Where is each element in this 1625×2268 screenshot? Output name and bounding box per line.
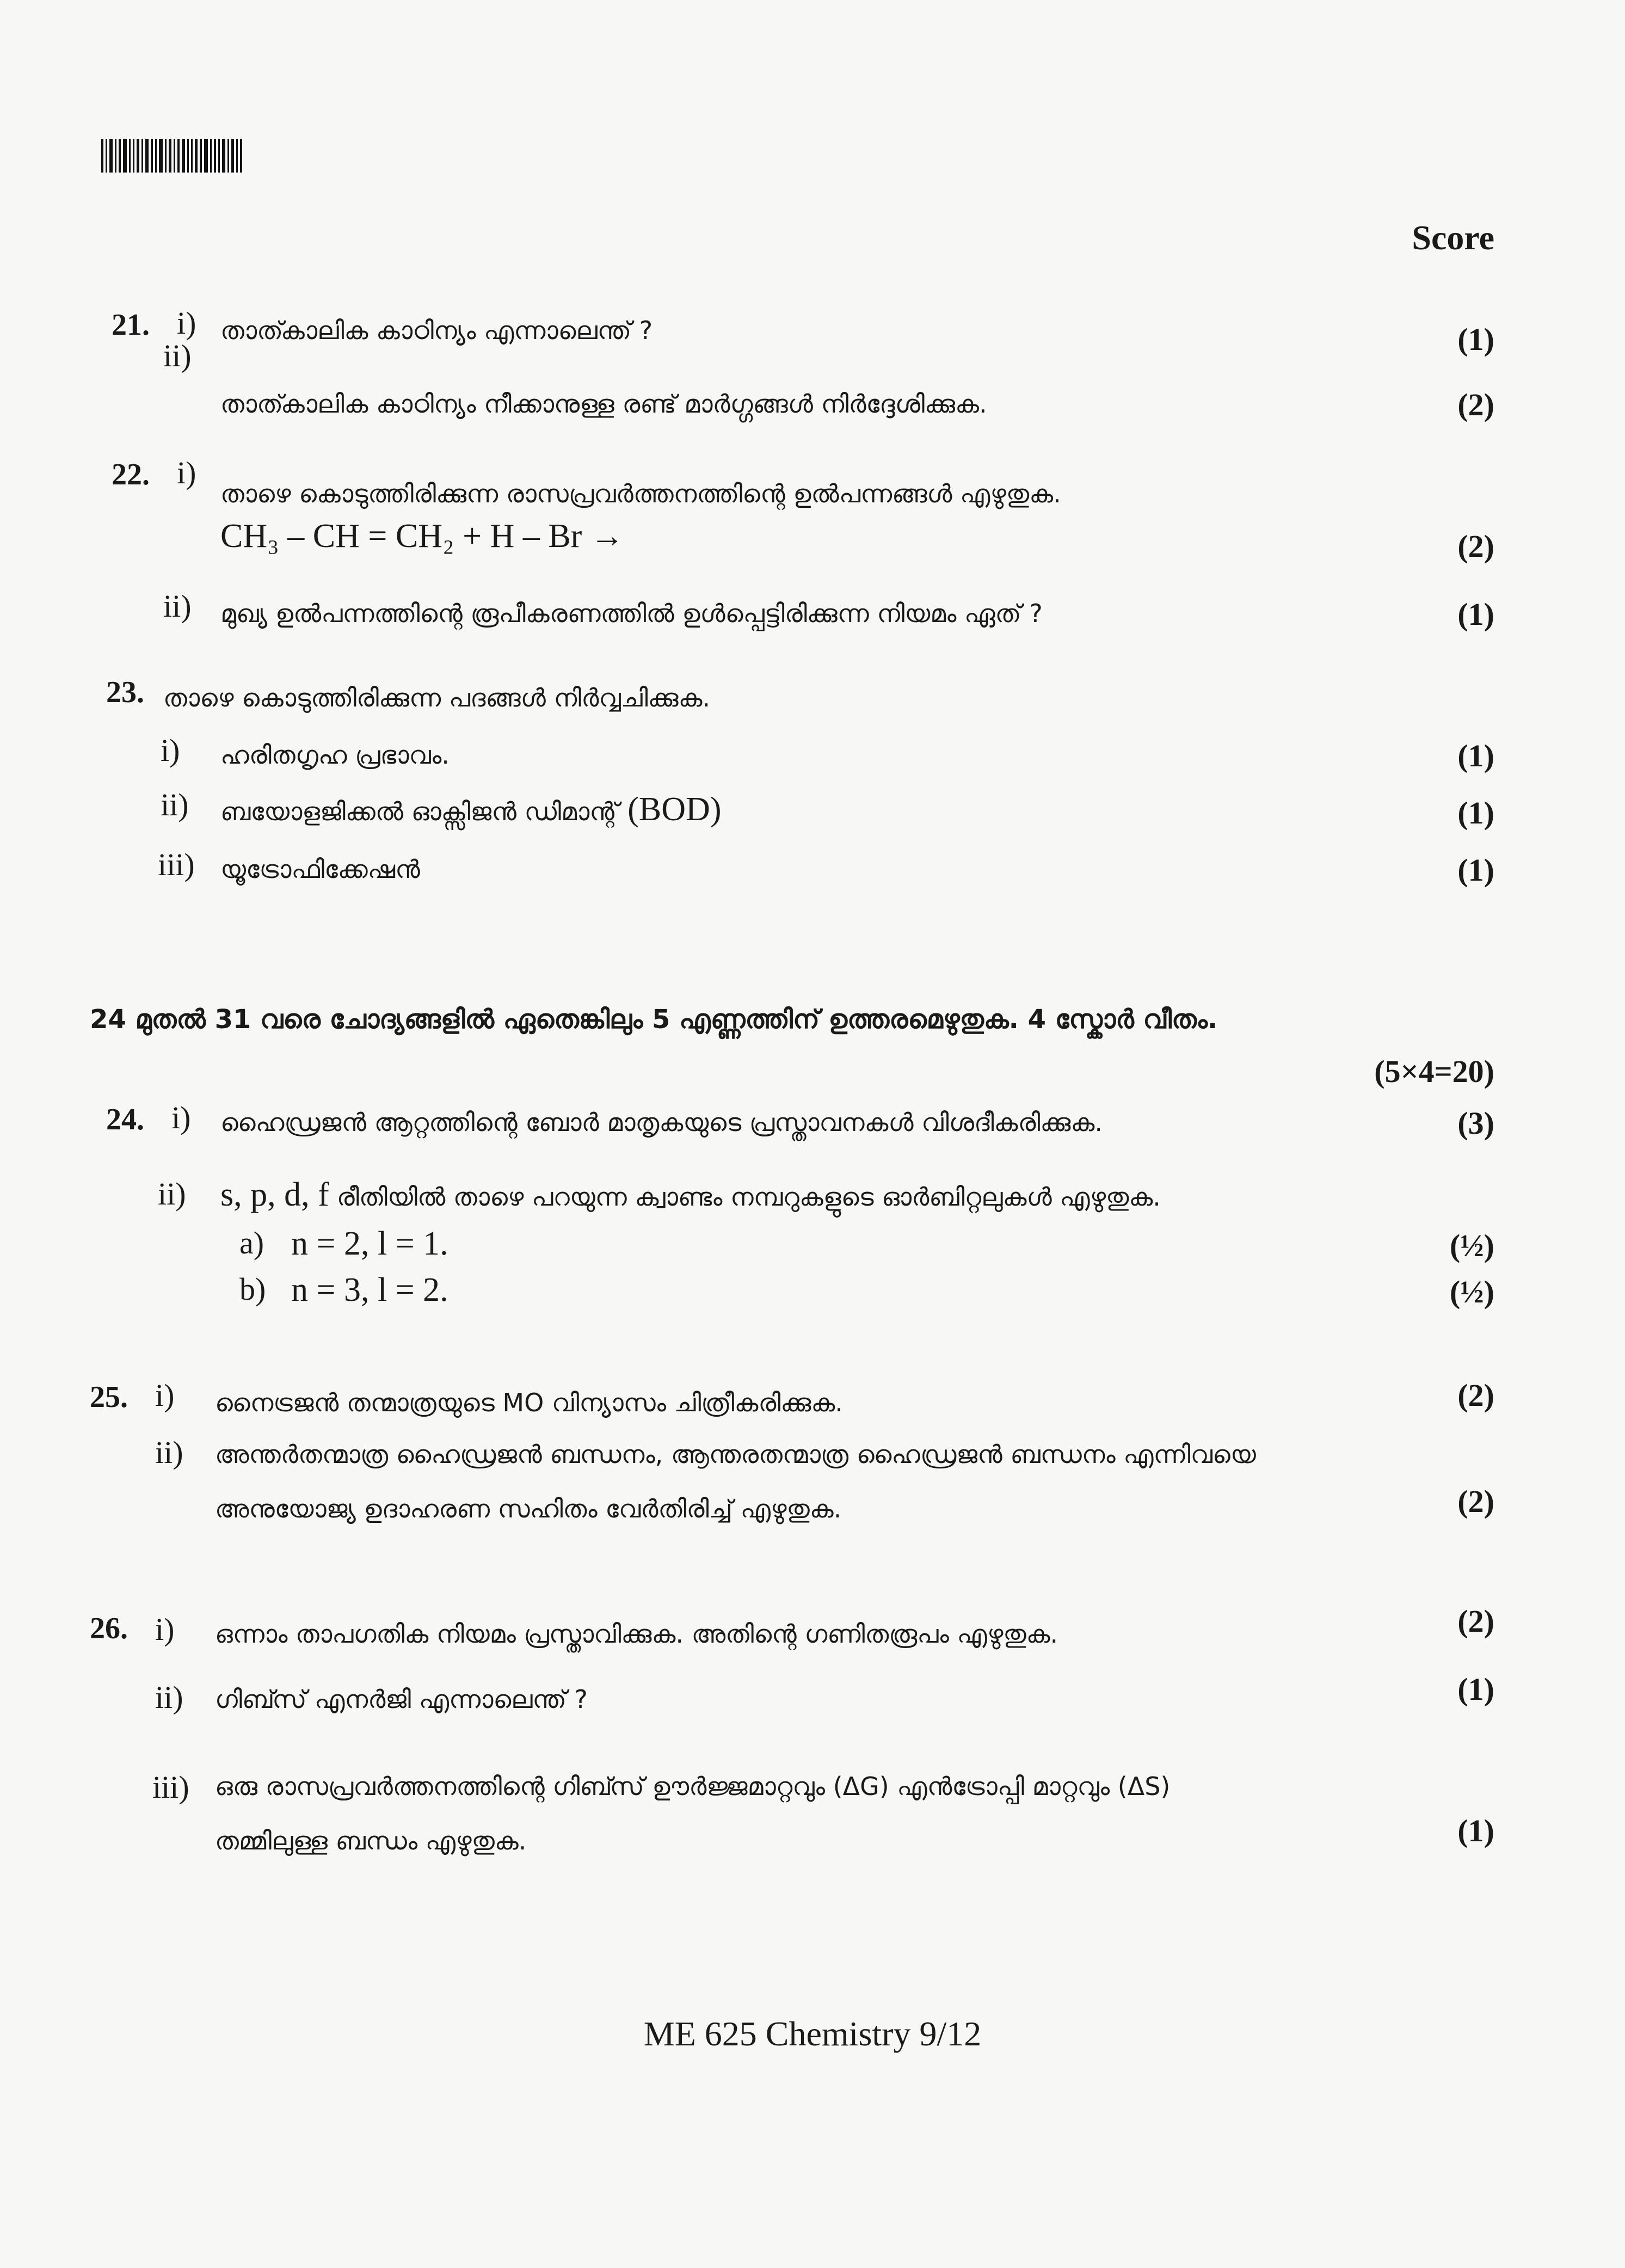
score-mark: (3): [1457, 1105, 1494, 1141]
question-text: താത്കാലിക കാഠിന്യം എന്നാലെന്ത് ?: [220, 316, 653, 345]
question-text: അന്തർതന്മാത്ര ഹൈഡ്രജൻ ബന്ധനം, ആന്തരതന്മാത്ര ഹൈഡ്രജൻ ബന്ധനം എന്നിവയെ: [215, 1440, 1256, 1469]
sub-label: ii): [163, 338, 192, 373]
sub-label: ii): [155, 1435, 183, 1470]
question-number: 23.: [106, 675, 144, 709]
abbreviation: (BOD): [627, 791, 722, 828]
sub-label: ii): [158, 1176, 186, 1212]
sub-label: ii): [163, 588, 192, 624]
question-number: 24.: [106, 1103, 144, 1136]
question-number: 26.: [90, 1612, 128, 1645]
score-mark: (1): [1457, 597, 1494, 632]
question-text-line: [220, 790, 721, 829]
question-number: 22.: [112, 458, 150, 491]
question-number: 25.: [90, 1380, 128, 1414]
question-text: നൈട്രജൻ തന്മാത്രയുടെ MO വിന്യാസം ചിത്രീകരിക്കുക.: [215, 1388, 843, 1417]
section-instruction: 24 മുതൽ 31 വരെ ചോദ്യങ്ങളിൽ ഏതെങ്കിലും 5 എണ്ണത്തിന് ഉത്തരമെഴുതുക. 4 സ്കോർ വീതം.: [90, 1004, 1218, 1035]
score-mark: (1): [1457, 795, 1494, 831]
sub-label: i): [171, 1100, 191, 1135]
quantum-numbers: n = 2, l = 1.: [291, 1225, 448, 1262]
option-label: a): [239, 1225, 264, 1261]
score-mark: (1): [1457, 322, 1494, 357]
option-label: b): [239, 1271, 266, 1307]
question-text: ഹരിതഗൃഹ പ്രഭാവം.: [220, 740, 450, 770]
barcode: [101, 139, 244, 173]
question-text: യൂട്രോഫിക്കേഷൻ: [220, 855, 420, 884]
sub-label: ii): [155, 1680, 183, 1715]
score-mark: (2): [1457, 1484, 1494, 1519]
reaction-formula: CH₃ – CH = CH₂ + H – Br →: [220, 518, 624, 555]
question-text: ഒന്നാം താപഗതിക നിയമം പ്രസ്താവിക്കുക. അതിന്റെ ഗണിതരൂപം എഴുതുക.: [215, 1619, 1058, 1649]
sub-label: i): [177, 305, 196, 341]
question-text: താഴെ കൊടുത്തിരിക്കുന്ന രാസപ്രവർത്തനത്തിന്റെ ഉൽപന്നങ്ങൾ എഴുതുക.: [220, 479, 1061, 508]
sub-label: iii): [158, 847, 195, 882]
question-text: ഗിബ്സ് എനർജി എന്നാലെന്ത് ?: [215, 1685, 588, 1714]
page-footer: ME 625 Chemistry 9/12: [643, 2014, 982, 2053]
score-mark: (1): [1457, 1671, 1494, 1707]
sub-label: iii): [152, 1769, 189, 1805]
score-mark: (½): [1449, 1228, 1494, 1263]
score-mark: (2): [1457, 1603, 1494, 1639]
sub-label: i): [155, 1378, 175, 1413]
quantum-numbers: n = 3, l = 2.: [291, 1271, 448, 1308]
sub-label: i): [177, 455, 196, 490]
question-text: താഴെ കൊടുത്തിരിക്കുന്ന പദങ്ങൾ നിർവ്വചിക്കുക.: [163, 683, 711, 712]
sub-label: i): [155, 1612, 175, 1647]
sub-label: i): [161, 733, 180, 768]
question-number: 21.: [112, 308, 150, 342]
question-text-line: [220, 1176, 1161, 1214]
score-mark: (2): [1457, 528, 1494, 564]
score-mark: (1): [1457, 1813, 1494, 1848]
question-text: അനുയോജ്യ ഉദാഹരണ സഹിതം വേർതിരിച്ച് എഴുതുക.: [215, 1494, 842, 1523]
question-text: ബയോളജിക്കൽ ഓക്സിജൻ ഡിമാന്റ്: [220, 797, 619, 826]
question-text: തമ്മിലുള്ള ബന്ധം എഴുതുക.: [215, 1826, 527, 1855]
score-header: Score: [1412, 218, 1494, 257]
question-text: താത്കാലിക കാഠിന്യം നീക്കാനുള്ള രണ്ട് മാർഗ്ഗങ്ങൾ നിർദ്ദേശിക്കുക.: [220, 389, 987, 419]
score-mark: (2): [1457, 1378, 1494, 1413]
sub-label: ii): [161, 787, 189, 822]
question-text: രീതിയിൽ താഴെ പറയുന്ന ക്വാണ്ടം നമ്പറുകളുടെ ഓർബിറ്റലുകൾ എഴുതുക.: [336, 1182, 1161, 1212]
question-text: ഒരു രാസപ്രവർത്തനത്തിന്റെ ഗിബ്സ് ഊർജ്ജമാറ്റവും (ΔG) എൻട്രോപ്പി മാറ്റവും (ΔS): [215, 1772, 1171, 1801]
score-mark: (1): [1457, 738, 1494, 773]
score-mark: (2): [1457, 387, 1494, 422]
score-mark: (1): [1457, 852, 1494, 888]
score-mark: (½): [1449, 1274, 1494, 1310]
question-text: മുഖ്യ ഉൽപന്നത്തിന്റെ രൂപീകരണത്തിൽ ഉൾപ്പെട്ടിരിക്കുന്ന നിയമം ഏത് ?: [220, 599, 1043, 628]
question-text: ഹൈഡ്രജൻ ആറ്റത്തിന്റെ ബോർ മാതൃകയുടെ പ്രസ്താവനകൾ വിശദീകരിക്കുക.: [220, 1108, 1103, 1137]
orbital-types: s, p, d, f: [220, 1176, 329, 1213]
section-marks: (5×4=20): [1374, 1054, 1494, 1089]
